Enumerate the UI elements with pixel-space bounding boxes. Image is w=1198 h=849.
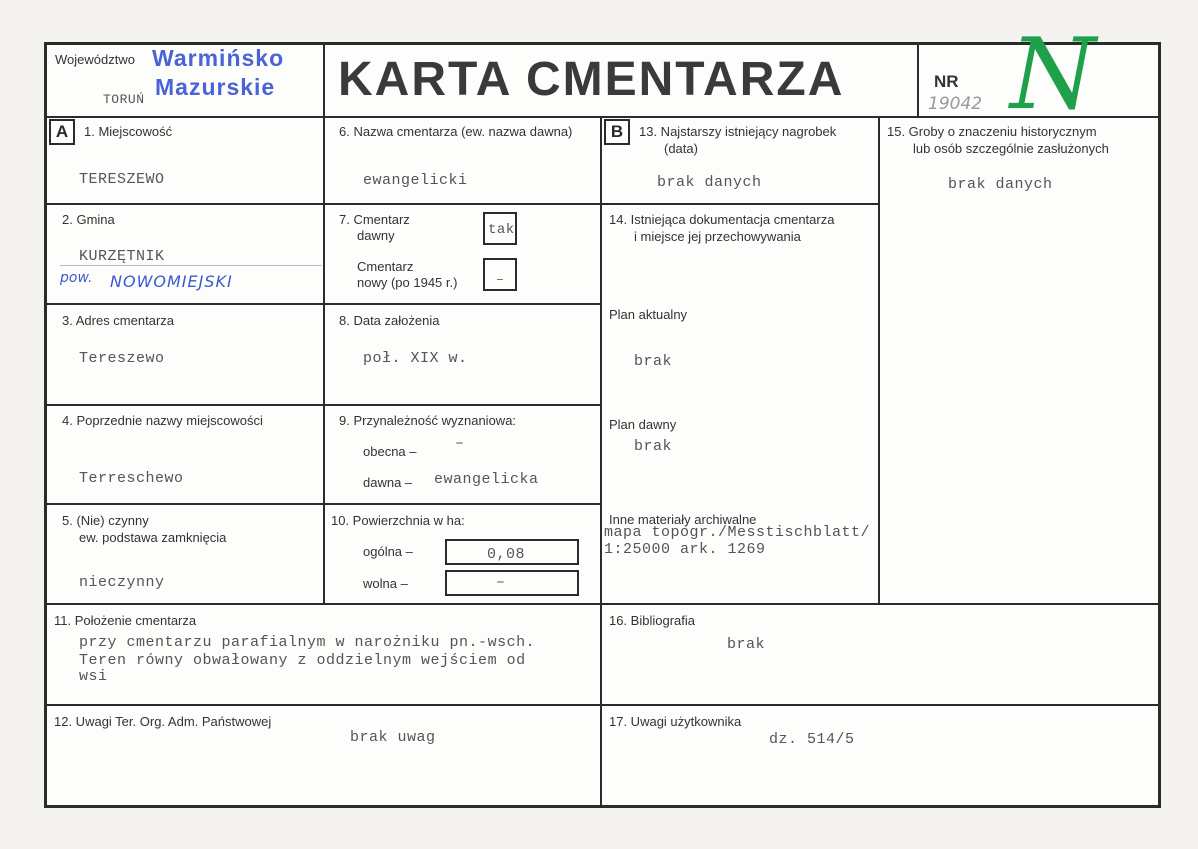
field-3-label: 3. Adres cmentarza [62, 313, 174, 328]
field-2-hand-value: NOWOMIEJSKI [110, 272, 233, 291]
field-14-sublabel: i miejsce jej przechowywania [634, 229, 801, 244]
wojewodztwo-label: Województwo [55, 52, 135, 67]
field-10-wolna-value: – [496, 574, 506, 591]
field-12-value: brak uwag [350, 729, 436, 746]
field-1-label: 1. Miejscowość [84, 124, 173, 139]
grid-line [60, 265, 322, 266]
field-11-line1: przy cmentarzu parafialnym w narożniku pn.-wsch. [79, 634, 536, 651]
field-10-ogolna-value: 0,08 [487, 546, 526, 563]
field-17-value: dz. 514/5 [769, 731, 855, 748]
field-16-label: 16. Bibliografia [609, 613, 695, 628]
field-10-wolna-label: wolna – [363, 576, 408, 591]
field-2-value: KURZĘTNIK [79, 248, 165, 265]
field-3-value: Tereszewo [79, 350, 165, 367]
grid-line [917, 44, 919, 117]
field-8-value: poł. XIX w. [363, 350, 468, 367]
nr-label: NR [934, 72, 959, 91]
field-10-wolna-box [445, 570, 579, 596]
field-1-value: TERESZEWO [79, 171, 165, 188]
field-8-label: 8. Data założenia [339, 313, 440, 328]
field-7-nowy-sublabel: nowy (po 1945 r.) [357, 275, 458, 290]
inne-materialy-label: Inne materiały archiwalne [609, 512, 757, 527]
field-13-label: 13. Najstarszy istniejący nagrobek [639, 124, 837, 139]
inne-materialy-line2: 1:25000 ark. 1269 [604, 541, 766, 558]
stamp-voivodeship-line1: Warmińsko [152, 45, 285, 71]
field-11-line2: Teren równy obwałowany z oddzielnym wejściem od [79, 652, 526, 669]
field-10-label: 10. Powierzchnia w ha: [331, 513, 465, 528]
field-10-ogolna-label: ogólna – [363, 544, 413, 559]
grid-line [46, 116, 1159, 118]
grid-line [46, 404, 601, 406]
field-7-nowy-label: Cmentarz [357, 259, 414, 274]
field-9-dawna-value: ewangelicka [434, 471, 539, 488]
inne-materialy-line1: mapa topogr./Messtischblatt/ [604, 524, 871, 541]
grid-line [46, 503, 601, 505]
grid-line [46, 203, 878, 205]
field-11-label: 11. Położenie cmentarza [54, 613, 197, 628]
field-7-nowy-value: – [496, 272, 505, 287]
grid-line [323, 44, 325, 605]
field-15-sublabel: lub osób szczególnie zasłużonych [913, 141, 1109, 156]
field-2-hand-pow: pow. [60, 270, 93, 286]
field-9-obecna-label: obecna – [363, 444, 417, 459]
field-7-dawny-value: tak [488, 222, 515, 238]
field-5-value: nieczynny [79, 574, 165, 591]
field-9-dawna-label: dawna – [363, 475, 413, 490]
field-7-dawny-sublabel: dawny [357, 228, 395, 243]
plan-aktualny-value: brak [634, 353, 673, 370]
field-15-value: brak danych [948, 176, 1053, 193]
field-17-label: 17. Uwagi użytkownika [609, 714, 742, 729]
field-2-label: 2. Gmina [62, 212, 115, 227]
nr-value: 19042 [928, 94, 983, 114]
field-11-line3: wsi [79, 668, 108, 685]
page-title: KARTA CMENTARZA [338, 53, 845, 106]
grid-line [46, 704, 1159, 706]
plan-dawny-label: Plan dawny [609, 417, 677, 432]
grid-line [46, 303, 601, 305]
typed-torun: TORUŃ [103, 92, 145, 107]
big-mark-n: N [1010, 18, 1096, 132]
field-5-sublabel: ew. podstawa zamknięcia [79, 530, 227, 545]
field-16-value: brak [727, 636, 766, 653]
field-4-value: Terreschewo [79, 470, 184, 487]
field-9-label: 9. Przynależność wyznaniowa: [339, 413, 517, 428]
field-13-value: brak danych [657, 174, 762, 191]
field-4-label: 4. Poprzednie nazwy miejscowości [62, 413, 263, 428]
grid-line [878, 116, 880, 604]
field-12-label: 12. Uwagi Ter. Org. Adm. Państwowej [54, 714, 272, 729]
plan-aktualny-label: Plan aktualny [609, 307, 688, 322]
section-a-marker: A [49, 119, 75, 145]
field-9-obecna-value: – [455, 435, 465, 452]
grid-line [600, 116, 602, 806]
plan-dawny-value: brak [634, 438, 673, 455]
field-13-sublabel: (data) [664, 141, 698, 156]
grid-line [46, 603, 1159, 605]
field-14-label: 14. Istniejąca dokumentacja cmentarza [609, 212, 835, 227]
field-7-dawny-label: 7. Cmentarz [339, 212, 410, 227]
stamp-voivodeship-line2: Mazurskie [155, 74, 276, 100]
field-6-label: 6. Nazwa cmentarza (ew. nazwa dawna) [339, 124, 573, 139]
field-5-label: 5. (Nie) czynny [62, 513, 149, 528]
field-15-label: 15. Groby o znaczeniu historycznym [887, 124, 1097, 139]
field-6-value: ewangelicki [363, 172, 468, 189]
section-b-marker: B [604, 119, 630, 145]
